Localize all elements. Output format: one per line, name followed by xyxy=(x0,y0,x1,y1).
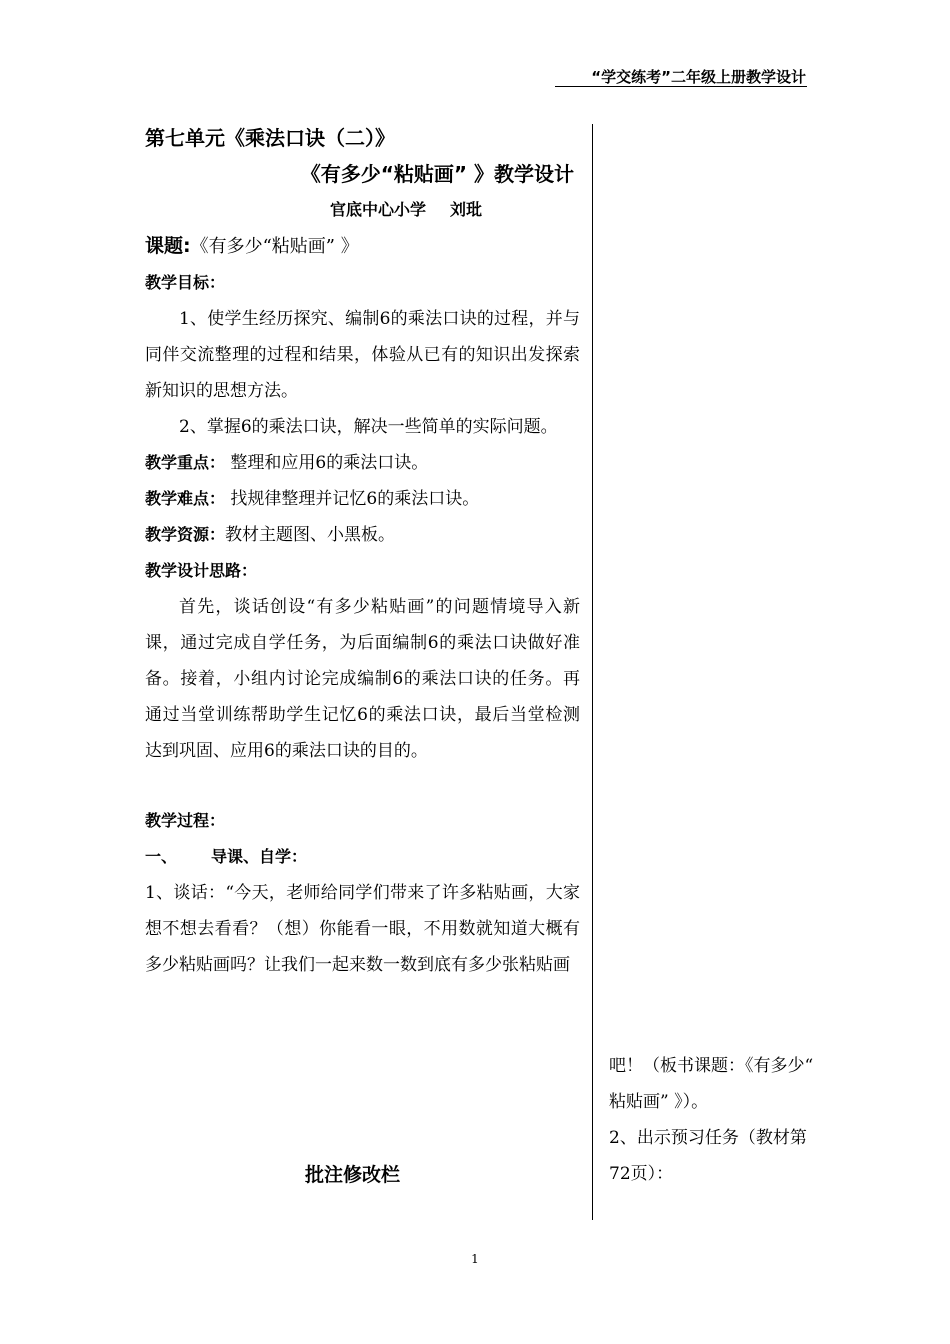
topic-line xyxy=(145,228,580,265)
key-point-label: 教学重点： xyxy=(145,453,226,472)
difficulty-value: 找规律整理并记忆6的乘法口诀。 xyxy=(230,489,480,509)
difficulty-label: 教学难点： xyxy=(145,489,226,508)
lesson-title: 《有多少“粘贴画” 》教学设计 xyxy=(300,162,574,186)
topic-value: 《有多少“粘贴画” 》 xyxy=(190,236,359,257)
objective-item-1: 1、使学生经历探究、编制6的乘法口诀的过程，并与同伴交流整理的过程和结果，体验从已有的知识出发探索新知识的思想方法。 xyxy=(145,309,580,401)
page-number: 1 xyxy=(471,1252,479,1266)
page-header: “学交练考”二年级上册教学设计 xyxy=(591,68,806,86)
design-label: 教学设计思路： xyxy=(145,561,258,580)
main-column xyxy=(145,120,580,983)
unit-title: 第七单元《乘法口诀（二）》 xyxy=(145,126,395,150)
author-name: 刘玭 xyxy=(449,200,482,219)
resources-line xyxy=(145,517,580,553)
spacer xyxy=(145,769,580,803)
process-label: 教学过程： xyxy=(145,811,226,830)
school-name: 官底中心小学 xyxy=(329,200,426,219)
side-line-1: 吧！（板书课题：《有多少“ 粘贴画” 》）。 xyxy=(609,1056,814,1112)
objective-item-2: 2、掌握6的乘法口诀，解决一些简单的实际问题。 xyxy=(179,417,558,437)
resources-value: 教材主题图、小黑板。 xyxy=(225,525,396,545)
step-1-text: 1、谈话：“今天，老师给同学们带来了许多粘贴画，大家想不想去看看？（想）你能看一眼，不用数就知道大概有多少粘贴画吗？让我们一起来数一数到底有多少张粘贴画 xyxy=(145,883,580,975)
section-1-title: 导课、自学： xyxy=(211,847,308,866)
section-1-heading xyxy=(145,839,580,875)
topic-label: 课题: xyxy=(145,235,191,257)
annotation-column-text xyxy=(609,1048,814,1192)
objectives-label: 教学目标： xyxy=(145,273,226,292)
annotation-column-divider xyxy=(592,124,593,1220)
design-text: 首先，谈话创设“有多少粘贴画”的问题情境导入新课，通过完成自学任务，为后面编制6的乘法口诀做好准备。接着，小组内讨论完成编制6的乘法口诀的任务。再通过当堂训练帮助学生记忆6的乘法口诀，最后当堂检测达到巩固、应用6的乘法口诀的目的。 xyxy=(145,597,580,761)
side-line-2: 2、出示预习任务（教材第72页）： xyxy=(609,1128,807,1184)
annotation-label: 批注修改栏 xyxy=(305,1164,401,1186)
header-rule xyxy=(555,86,807,87)
difficulty-line xyxy=(145,481,580,517)
key-point-line xyxy=(145,445,580,481)
section-1-number: 一、 xyxy=(145,847,178,866)
author-line xyxy=(145,192,580,228)
key-point-value: 整理和应用6的乘法口诀。 xyxy=(230,453,429,473)
resources-label: 教学资源： xyxy=(145,525,226,544)
